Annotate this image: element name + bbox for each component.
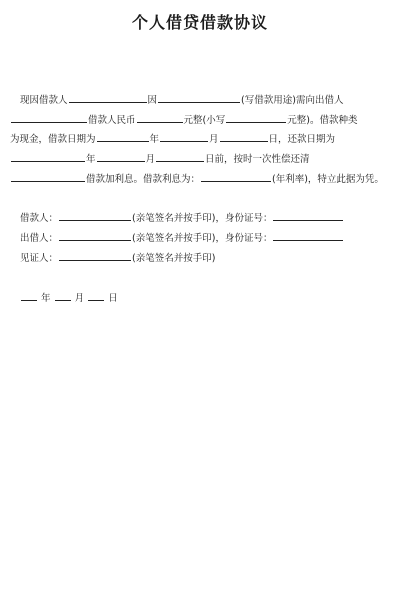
blank-sign-day[interactable]: [88, 290, 104, 301]
document-title: 个人借贷借款协议: [131, 13, 268, 32]
para-line-4: [10, 151, 310, 167]
blank-principal[interactable]: [11, 171, 85, 182]
signature-witness: [20, 250, 215, 266]
text-month: 月: [209, 134, 219, 145]
text-loan-date-intro: 为现金，借款日期为: [10, 134, 96, 145]
text-loan-type: 元整)。借款种类: [287, 115, 358, 126]
text-repay-year: 年: [86, 154, 96, 165]
blank-lender-id[interactable]: [273, 230, 343, 241]
blank-repay-month[interactable]: [97, 151, 145, 162]
blank-borrower-signature[interactable]: [59, 210, 131, 221]
blank-amount-digits[interactable]: [226, 112, 286, 123]
borrower-label: 借款人：: [20, 213, 59, 224]
borrower-sign-note: (亲笔签名并按手印): [132, 213, 216, 224]
para-line-1: [20, 92, 343, 108]
text-repay-date-intro: 日，还款日期为: [268, 134, 336, 145]
text-amount-lower: 元整(小写: [183, 115, 226, 126]
blank-repay-day[interactable]: [156, 151, 204, 162]
blank-sign-month[interactable]: [55, 290, 71, 301]
signature-borrower: [20, 210, 344, 226]
para-line-3: [10, 131, 335, 147]
blank-borrower-name[interactable]: [69, 92, 147, 103]
borrower-id-label: ，身份证号：: [215, 213, 273, 224]
blank-amount-words[interactable]: [137, 112, 183, 123]
text-year: 年: [149, 134, 160, 145]
para-line-5: [10, 171, 384, 187]
sign-year-label: 年: [41, 293, 51, 304]
signature-lender: [20, 230, 344, 246]
text-closing: (年利率)，特立此据为凭。: [272, 174, 384, 185]
lender-sign-note: (亲笔签名并按手印): [132, 233, 216, 244]
blank-loan-purpose[interactable]: [158, 92, 240, 103]
text-repay-month: 月: [145, 154, 156, 165]
sign-month-label: 月: [74, 293, 85, 304]
para-line-2: [10, 112, 357, 128]
text-purpose-note: (写借款用途)需向出借人: [241, 95, 344, 106]
blank-repay-year[interactable]: [11, 151, 85, 162]
blank-loan-year[interactable]: [97, 131, 149, 142]
blank-lender-signature[interactable]: [59, 230, 131, 241]
witness-label: 见证人：: [20, 253, 59, 264]
blank-interest-rate[interactable]: [201, 171, 271, 182]
text-because: 因: [147, 95, 158, 106]
blank-borrower-id[interactable]: [273, 210, 343, 221]
blank-loan-day[interactable]: [220, 131, 268, 142]
blank-lender-name[interactable]: [11, 112, 87, 123]
witness-sign-note: (亲笔签名并按手印): [132, 253, 216, 264]
text-repay-terms: 日前，按时一次性偿还清: [205, 154, 310, 165]
lender-id-label: ，身份证号：: [215, 233, 273, 244]
blank-witness-signature[interactable]: [59, 250, 131, 261]
text-interest-intro: 借款加利息。借款利息为：: [86, 174, 201, 185]
text-borrow-rmb: 借款人民币: [88, 115, 136, 126]
sign-day-label: 日: [108, 293, 118, 304]
text-borrower-intro: 现因借款人: [20, 95, 68, 106]
blank-sign-year[interactable]: [21, 290, 37, 301]
signing-date: [20, 290, 118, 306]
lender-label: 出借人：: [20, 233, 59, 244]
blank-loan-month[interactable]: [160, 131, 208, 142]
